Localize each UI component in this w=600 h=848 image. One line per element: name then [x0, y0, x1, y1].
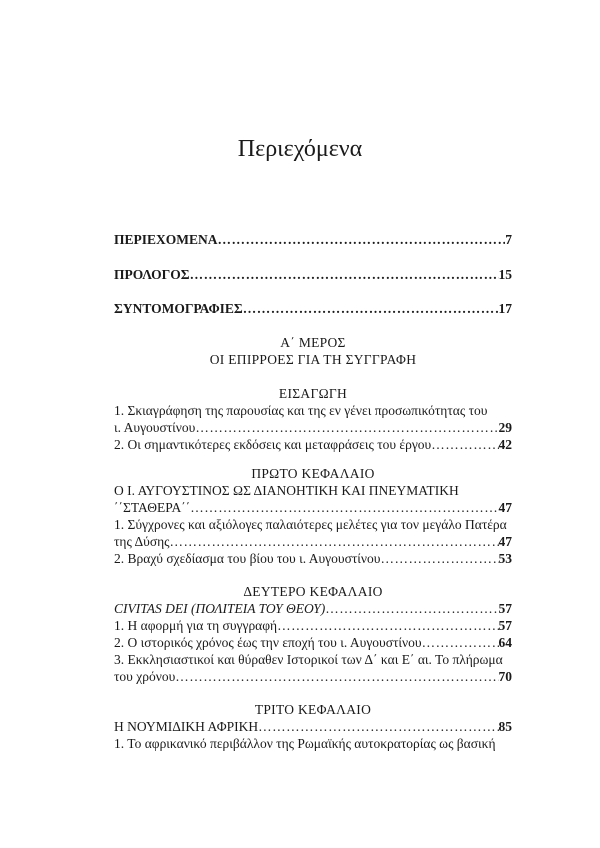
chapter-heading-2: ΔΕΥΤΕΡΟ ΚΕΦΑΛΑΙΟ — [243, 584, 383, 599]
toc-entry-label: 2. Βραχύ σχεδίασμα του βίου του ι. Αυγουστίνου — [114, 551, 381, 566]
page-title: Περιεχόμενα — [237, 136, 363, 162]
toc-entry-label: CIVITAS DEI (ΠΟΛΙΤΕΙΑ ΤΟΥ ΘΕΟΥ) — [114, 601, 326, 616]
toc-entry-page: 7 — [505, 232, 512, 247]
toc-entry-page: 53 — [498, 551, 512, 566]
toc-entry-ch3-title[interactable] — [114, 718, 512, 735]
toc-entry-label: 2. Οι σημαντικότερες εκδόσεις και μεταφράσεις του έργου — [114, 437, 432, 452]
dot-leader — [258, 718, 498, 735]
toc-entry-label: ΣΥΝΤΟΜΟΓΡΑΦΙΕΣ — [114, 301, 243, 316]
dot-leader — [218, 231, 506, 248]
toc-entry-preface[interactable] — [114, 266, 512, 283]
toc-entry-text: 1. Σύγχρονες και αξιόλογες παλαιότερες μελέτες για τον μεγάλο Πατέρα — [114, 517, 507, 532]
toc-entry-text: 3. Εκκλησιαστικοί και θύραθεν Ιστορικοί των Δ΄ και Ε΄ αι. Το πλήρωμα — [114, 652, 503, 667]
toc-entry-intro-2[interactable] — [114, 436, 512, 453]
toc-entry-page: 15 — [498, 267, 512, 282]
toc-entry-page: 29 — [498, 420, 512, 435]
toc-entry-label: ΠΕΡΙΕΧΟΜΕΝΑ — [114, 232, 218, 247]
chapter-title: Ο Ι. ΑΥΓΟΥΣΤΙΝΟΣ ΩΣ ΔΙΑΝΟΗΤΙΚΗ ΚΑΙ ΠΝΕΥΜΑΤΙΚΗ — [114, 483, 459, 498]
dot-leader — [325, 600, 498, 617]
toc-entry-page: 17 — [498, 301, 512, 316]
dot-leader — [431, 436, 498, 453]
toc-entry-label: Η ΝΟΥΜΙΔΙΚΗ ΑΦΡΙΚΗ — [114, 719, 259, 734]
section-heading-intro: ΕΙΣΑΓΩΓΗ — [278, 386, 348, 401]
toc-entry-ch2-2[interactable] — [114, 634, 512, 651]
dot-leader — [380, 550, 498, 567]
dot-leader — [277, 617, 498, 634]
toc-entry-contents[interactable] — [114, 231, 512, 248]
toc-entry-abbreviations[interactable] — [114, 300, 512, 317]
part-subtitle: ΟΙ ΕΠΙΡΡΟΕΣ ΓΙΑ ΤΗ ΣΥΓΓΡΑΦΗ — [209, 352, 417, 367]
dot-leader — [190, 266, 499, 283]
toc-entry-ch2-title[interactable] — [114, 600, 512, 617]
toc-entry-label: του χρόνου — [114, 669, 176, 684]
toc-entry-intro-1[interactable] — [114, 419, 512, 436]
dot-leader — [175, 668, 498, 685]
dot-leader — [422, 634, 499, 651]
dot-leader — [190, 499, 498, 516]
toc-entry-label: 2. Ο ιστορικός χρόνος έως την εποχή του ι. Αυγουστίνου — [114, 635, 422, 650]
toc-entry-page: 64 — [498, 635, 512, 650]
dot-leader — [170, 533, 499, 550]
chapter-heading-3: ΤΡΙΤΟ ΚΕΦΑΛΑΙΟ — [254, 702, 372, 717]
toc-entry-page: 57 — [498, 618, 512, 633]
toc-entry-label: ι. Αυγουστίνου — [114, 420, 196, 435]
dot-leader — [243, 300, 499, 317]
toc-entry-label: 1. Η αφορμή για τη συγγραφή — [114, 618, 278, 633]
toc-entry-ch1-2[interactable] — [114, 550, 512, 567]
toc-entry-label: της Δύσης — [114, 534, 170, 549]
toc-entry-page: 47 — [498, 500, 512, 515]
toc-entry-label: ΄΄ΣΤΑΘΕΡΑ΄΄ — [114, 500, 191, 515]
toc-entry-page: 57 — [498, 601, 512, 616]
part-heading: Α΄ ΜΕΡΟΣ — [280, 335, 346, 350]
toc-entry-ch2-3[interactable] — [114, 668, 512, 685]
toc-entry-page: 42 — [498, 437, 512, 452]
toc-entry-page: 47 — [498, 534, 512, 549]
toc-entry-text: 1. Το αφρικανικό περιβάλλον της Ρωμαϊκής αυτοκρατορίας ως βασική — [114, 736, 496, 751]
toc-entry-page: 70 — [498, 669, 512, 684]
toc-entry-ch1-title[interactable] — [114, 499, 512, 516]
toc-entry-ch1-1[interactable] — [114, 533, 512, 550]
toc-entry-text: 1. Σκιαγράφηση της παρουσίας και της εν γένει προσωπικότητας του — [114, 403, 488, 418]
dot-leader — [195, 419, 498, 436]
toc-entry-label: ΠΡΟΛΟΓΟΣ — [114, 267, 190, 282]
toc-entry-ch2-1[interactable] — [114, 617, 512, 634]
chapter-heading-1: ΠΡΩΤΟ ΚΕΦΑΛΑΙΟ — [251, 466, 375, 481]
toc-entry-page: 85 — [498, 719, 512, 734]
